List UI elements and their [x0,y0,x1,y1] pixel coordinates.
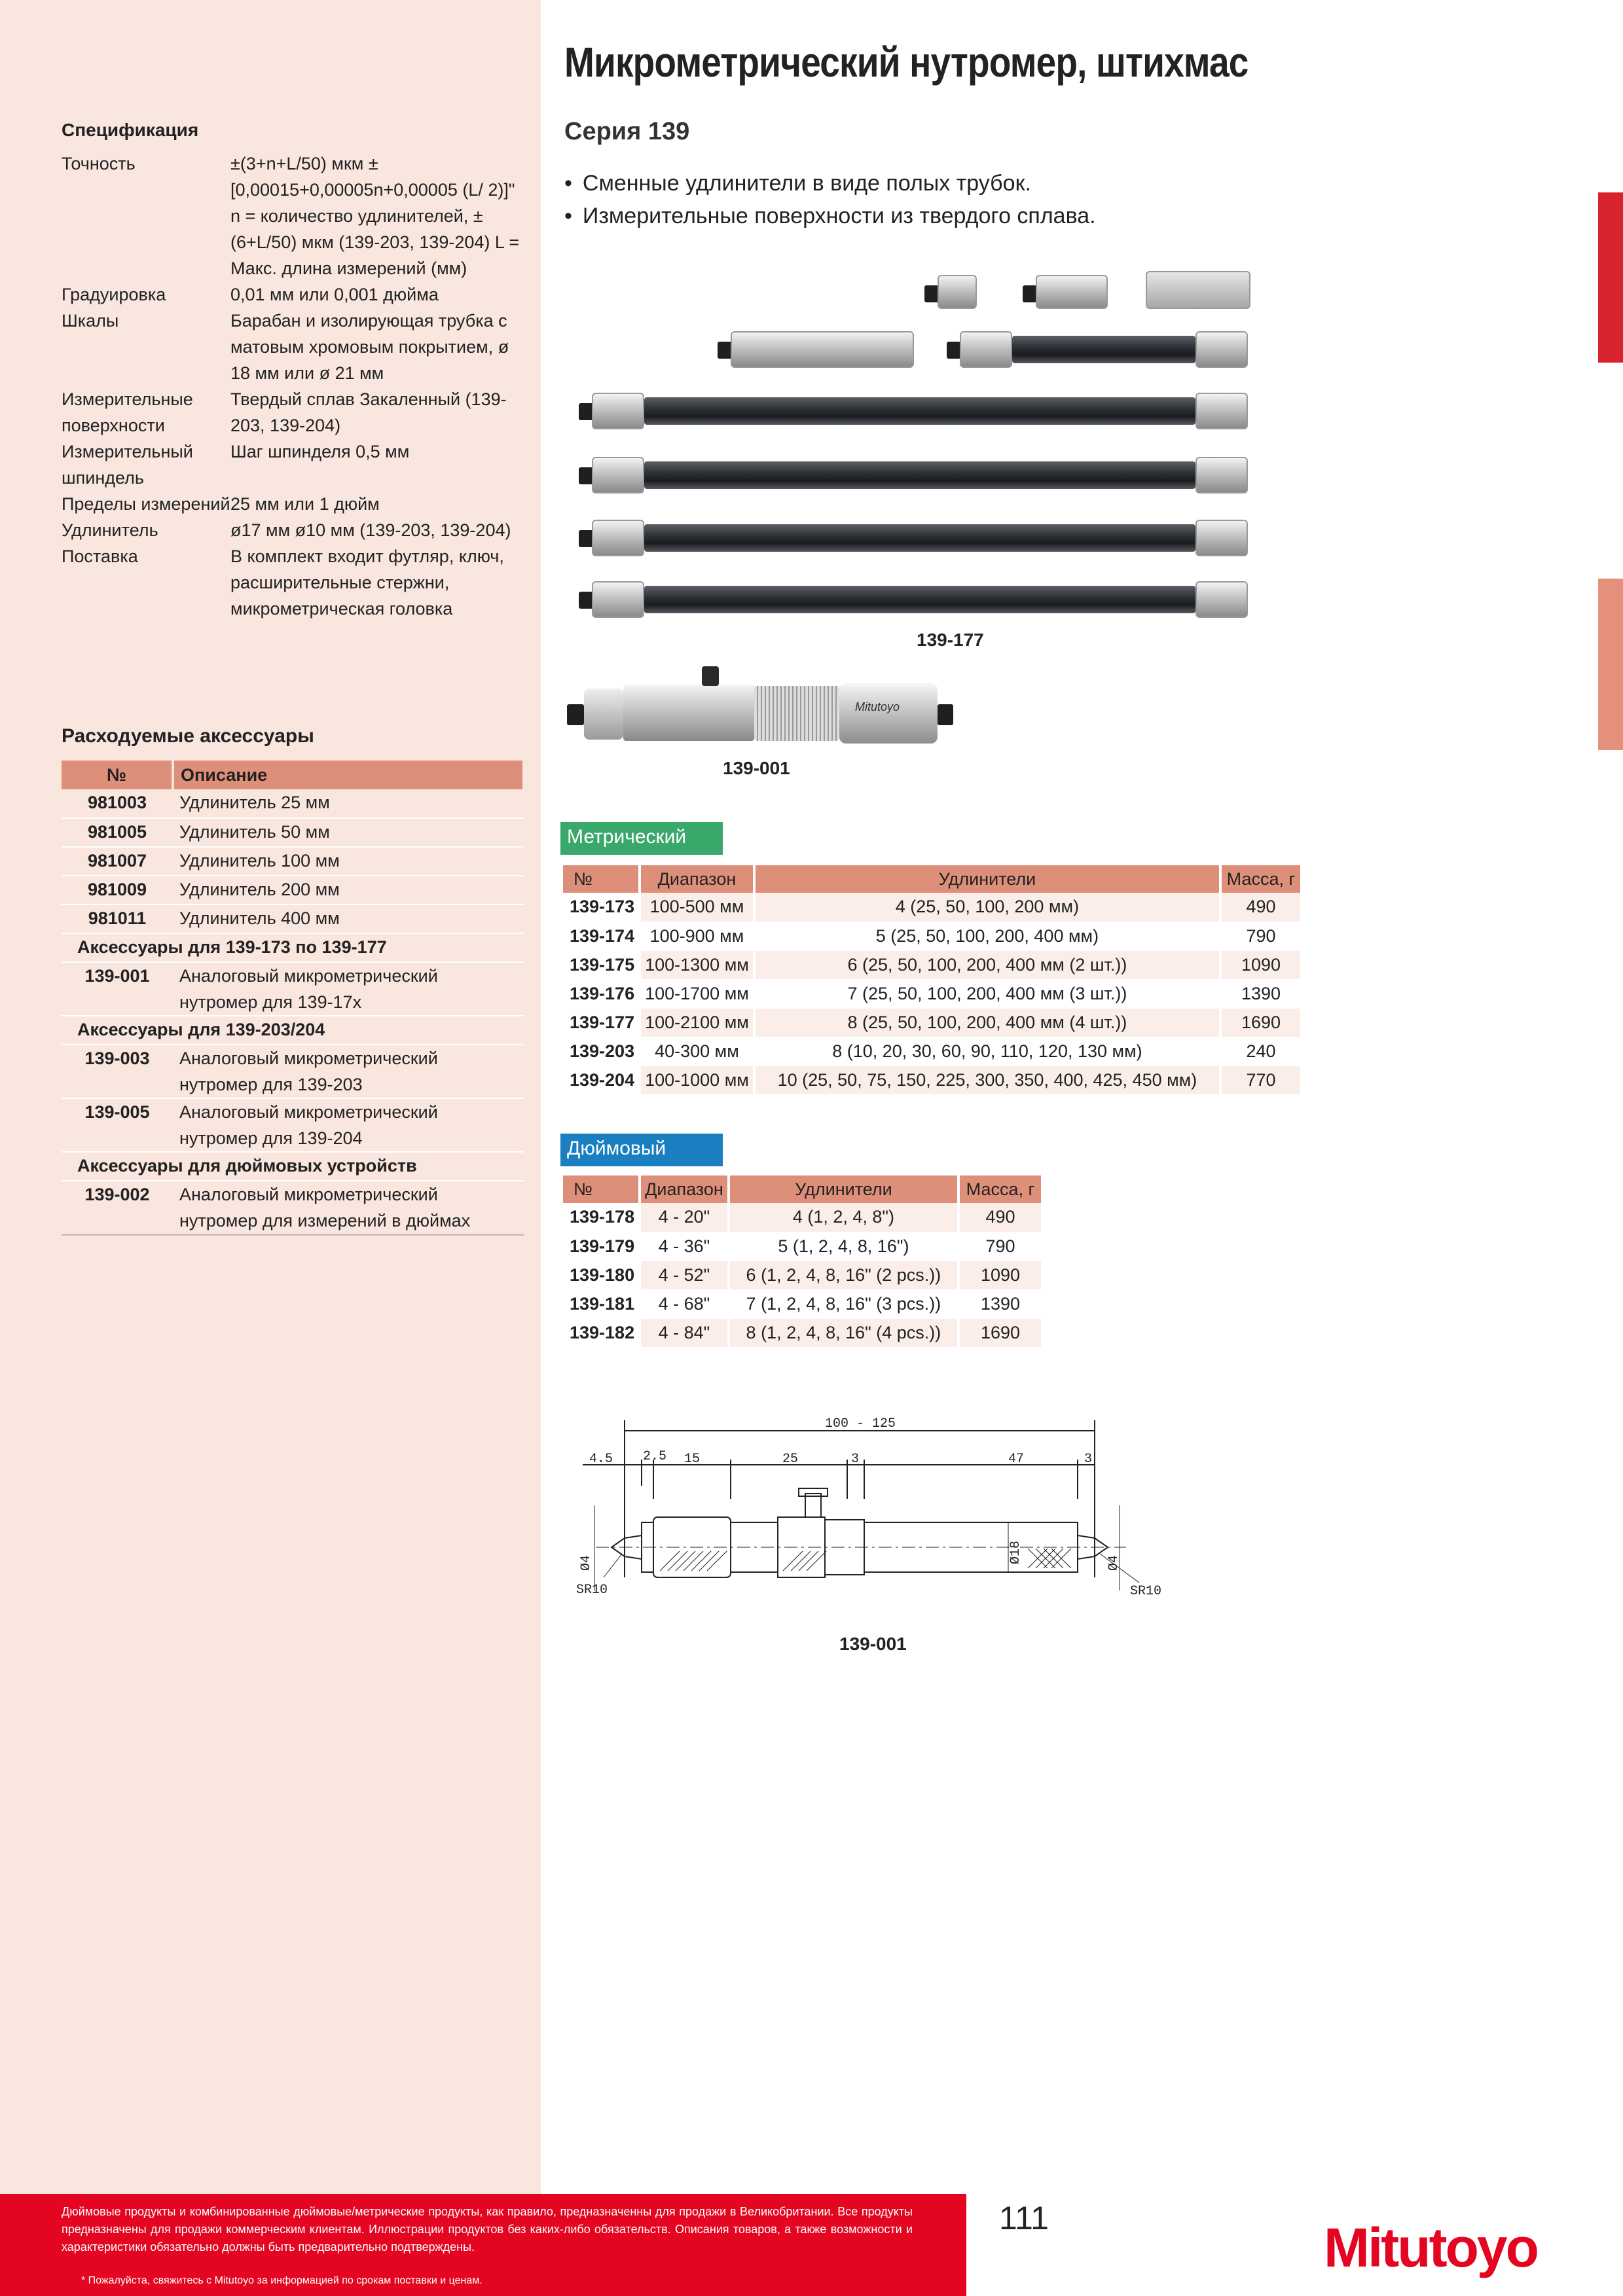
col-header: Диапазон [640,1175,729,1203]
extension-short [938,275,977,309]
cell-extensions: 10 (25, 50, 75, 150, 225, 300, 350, 400, 425, 450 мм) [754,1066,1220,1094]
table-group-row [62,1152,524,1181]
cell-mass: 1090 [958,1261,1042,1289]
cell-code: 139-173 [563,893,640,922]
feature-item: • Измерительные поверхности из твердого сплава. [564,200,1096,232]
cell-code: 139-003 [62,1045,173,1098]
cell-code: 139-005 [62,1098,173,1152]
cell-mass: 490 [958,1203,1042,1232]
rod-tip [947,342,961,359]
consumables-heading: Расходуемые аксессуары [62,725,314,747]
rod-collar [592,457,644,493]
cell-extensions: 8 (10, 20, 30, 60, 90, 110, 120, 130 мм) [754,1037,1220,1066]
dim-label: 2.5 [643,1449,667,1464]
cell-range: 4 - 52" [640,1261,729,1289]
cell-code: 981005 [62,818,173,847]
cell-code: 139-177 [563,1008,640,1037]
table-row [563,922,1302,950]
extension-400 [644,524,1195,552]
spec-key: Градуировка [62,285,166,304]
cell-range: 100-1300 мм [640,950,754,979]
rod-tip [579,403,593,420]
footer-disclaimer: Дюймовые продукты и комбинированные дюймовые/метрические продукты, как правило, предназначенны для продажи в Великобритании. Все продукты предназначены для продажи коммерческим клиентам. Иллюстрации продуктов без каких-либо обязательств. Описания товаров, а также возможности и характеристики обязательно должны быть предварительно подтверждены. [62,2205,913,2253]
cell-desc: Удлинитель 400 мм [173,905,524,933]
consumables-table [62,761,525,1236]
cell-mass: 1390 [1220,979,1302,1008]
cell-code: 139-175 [563,950,640,979]
cell-range: 4 - 84" [640,1318,729,1347]
spec-key: Пределы измерений [62,494,230,514]
table-row [62,962,524,1016]
micrometer-head-photo [567,661,953,746]
spec-key: Поставка [62,547,138,566]
rod-collar [1195,581,1248,618]
col-header: № [62,761,173,789]
cell-mass: 1690 [1220,1008,1302,1037]
rod-collar [1195,457,1248,493]
spec-key: Шкалы [62,311,119,331]
spec-row [62,491,520,517]
dim-label: Ø18 [1008,1540,1023,1564]
cell-code: 981003 [62,789,173,818]
spec-value: 0,01 мм или 0,001 дюйма [230,285,439,304]
col-header: № [563,865,640,893]
spec-value: ±(3+n+L/50) мкм ±[0,00015+0,00005n+0,00005 (L/ 2)]" n = количество удлинителей, ±(6+L/50) мкм (139-203, 139-204) L = Макс. длина измерений (мм) [230,154,520,278]
dim-total: 100 - 125 [825,1416,896,1431]
table-row [62,905,524,933]
spec-key: Измерительный шпиндель [62,442,193,488]
rod-collar [960,331,1012,368]
spec-value: В комплект входит футляр, ключ, расширительные стержни, микрометрическая головка [230,547,504,619]
dim-label: 25 [782,1452,799,1467]
cell-extensions: 8 (25, 50, 100, 200, 400 мм (4 шт.)) [754,1008,1220,1037]
cell-code: 139-001 [62,962,173,1016]
cell-code: 139-178 [563,1203,640,1232]
col-header: Удлинители [754,865,1220,893]
table-row [62,876,524,905]
brand-engraving: Mitutoyo [855,700,900,713]
cell-extensions: 5 (25, 50, 100, 200, 400 мм) [754,922,1220,950]
feature-list [564,167,1096,232]
dim-label: 47 [1008,1452,1025,1467]
cell-extensions: 4 (1, 2, 4, 8") [729,1203,958,1232]
spec-key: Удлинитель [62,520,158,540]
cell-extensions: 6 (1, 2, 4, 8, 16" (2 pcs.)) [729,1261,958,1289]
inch-table [563,1175,1044,1348]
feature-item: • Сменные удлинители в виде полых трубок. [564,167,1096,200]
table-row [62,1045,524,1098]
page-title: Микрометрический нутромер, штихмас [564,39,1249,86]
cell-mass: 770 [1220,1066,1302,1094]
rod-tip [1023,285,1037,302]
rod-collar [592,393,644,429]
cell-code: 139-176 [563,979,640,1008]
rod-collar [1195,393,1248,429]
cell-code: 139-182 [563,1318,640,1347]
series-title: Серия 139 [564,118,690,145]
extension-set-photo [570,262,1336,628]
mitutoyo-logo: Mitutoyo [1324,2217,1537,2278]
cell-range: 100-2100 мм [640,1008,754,1037]
cell-code: 139-174 [563,922,640,950]
col-header: Диапазон [640,865,754,893]
cell-desc: Аналоговый микрометрический нутромер для 139-203 [173,1045,524,1098]
cell-mass: 1690 [958,1318,1042,1347]
cell-range: 4 - 20" [640,1203,729,1232]
rod-collar [592,520,644,556]
spec-row [62,151,520,281]
table-row [62,789,524,818]
extension-400 [644,586,1195,613]
sidebar-tab-salmon [1598,579,1623,750]
table-group-row [62,1016,524,1045]
spec-row [62,439,520,491]
col-header: Масса, г [958,1175,1042,1203]
rod-collar [1195,331,1248,368]
drawing-caption: 139-001 [839,1634,907,1654]
spec-value: Барабан и изолирующая трубка с матовым хромовым покрытием, ø 18 мм или ø 21 мм [230,311,509,383]
col-header: Удлинители [729,1175,958,1203]
cell-mass: 790 [1220,922,1302,950]
spec-value: ø17 мм ø10 мм (139-203, 139-204) [230,520,511,540]
technical-drawing [576,1407,1192,1623]
spec-key: Измерительные поверхности [62,389,193,435]
rod-tip [579,592,593,609]
table-row [563,1008,1302,1037]
cell-extensions: 6 (25, 50, 100, 200, 400 мм (2 шт.)) [754,950,1220,979]
table-group-row [62,933,524,962]
dim-label: 15 [684,1452,701,1467]
cell-extensions: 5 (1, 2, 4, 8, 16") [729,1232,958,1261]
rod-tip [579,530,593,547]
rod-tip [718,342,732,359]
lock-knob [702,666,719,686]
cell-mass: 240 [1220,1037,1302,1066]
photo-caption-set: 139-177 [917,630,984,650]
table-row [563,1066,1302,1094]
table-row [563,979,1302,1008]
cell-code: 139-203 [563,1037,640,1066]
extension-400 [644,397,1195,425]
col-header: Описание [173,761,524,789]
cell-extensions: 7 (1, 2, 4, 8, 16" (3 pcs.)) [729,1289,958,1318]
group-label: Аксессуары для 139-173 по 139-177 [62,933,524,962]
cell-range: 4 - 68" [640,1289,729,1318]
cell-code: 981009 [62,876,173,905]
table-row [563,950,1302,979]
col-header: № [563,1175,640,1203]
table-row [62,818,524,847]
spec-row [62,308,520,386]
anvil [584,689,623,740]
table-row [62,1181,524,1235]
cell-desc: Удлинитель 25 мм [173,789,524,818]
rod-collar [592,581,644,618]
cell-range: 100-500 мм [640,893,754,922]
cell-mass: 490 [1220,893,1302,922]
rod-tip [579,467,593,484]
sidebar-tab-red [1598,192,1623,363]
rod-collar [1195,520,1248,556]
dim-label: Ø4 [579,1554,594,1571]
cell-code: 139-179 [563,1232,640,1261]
rod-tip [567,704,584,725]
dim-label: SR10 [1130,1584,1162,1599]
group-label: Аксессуары для дюймовых устройств [62,1152,524,1181]
extension-400 [644,461,1195,489]
photo-caption-head: 139-001 [723,758,790,778]
cell-desc: Аналоговый микрометрический нутромер для измерений в дюймах [173,1181,524,1235]
dim-label: 3 [1084,1452,1093,1467]
thimble [754,686,839,741]
inch-badge: Дюймовый [560,1134,723,1166]
cell-range: 100-1700 мм [640,979,754,1008]
table-row [563,893,1302,922]
table-row [563,1261,1042,1289]
table-row [563,1232,1042,1261]
cell-mass: 1090 [1220,950,1302,979]
rod-tip [938,704,953,725]
cell-extensions: 7 (25, 50, 100, 200, 400 мм (3 шт.)) [754,979,1220,1008]
cell-desc: Удлинитель 50 мм [173,818,524,847]
cell-code: 981011 [62,905,173,933]
sleeve [623,685,754,741]
cell-desc: Аналоговый микрометрический нутромер для 139-204 [173,1098,524,1152]
dim-label: 4.5 [589,1452,613,1467]
cell-code: 981007 [62,847,173,876]
cell-extensions: 8 (1, 2, 4, 8, 16" (4 pcs.)) [729,1318,958,1347]
cell-code: 139-204 [563,1066,640,1094]
table-row [62,847,524,876]
table-row [563,1318,1042,1347]
cell-mass: 790 [958,1232,1042,1261]
cell-desc: Удлинитель 200 мм [173,876,524,905]
metric-badge: Метрический [560,822,723,855]
spec-list [62,151,520,622]
dim-label: SR10 [576,1583,608,1598]
cell-extensions: 4 (25, 50, 100, 200 мм) [754,893,1220,922]
dim-label: 3 [851,1452,860,1467]
table-row [62,1098,524,1152]
extension-100 [731,331,914,368]
table-row [563,1203,1042,1232]
cell-range: 100-900 мм [640,922,754,950]
col-header: Масса, г [1220,865,1302,893]
metric-table [563,865,1303,1095]
footer-note: * Пожалуйста, свяжитесь с Mitutoyo за информацией по срокам поставки и ценам. [81,2275,483,2286]
spec-row [62,386,520,439]
table-row [563,1037,1302,1066]
spec-value: 25 мм или 1 дюйм [230,494,380,514]
spec-value: Шаг шпинделя 0,5 мм [230,442,410,461]
spec-row [62,517,520,543]
cell-desc: Аналоговый микрометрический нутромер для 139-17x [173,962,524,1016]
cell-range: 100-1000 мм [640,1066,754,1094]
cell-code: 139-181 [563,1289,640,1318]
spec-value: Твердый сплав Закаленный (139-203, 139-204) [230,389,507,435]
table-row [563,1289,1042,1318]
cell-range: 4 - 36" [640,1232,729,1261]
spec-heading: Спецификация [62,120,199,140]
spec-row [62,543,520,622]
dim-label: Ø4 [1106,1554,1122,1571]
spec-row [62,281,520,308]
extension-50 [1036,275,1108,309]
cell-desc: Удлинитель 100 мм [173,847,524,876]
spec-key: Точность [62,154,136,173]
group-label: Аксессуары для 139-203/204 [62,1016,524,1045]
cell-code: 139-002 [62,1181,173,1235]
rod-tip [924,285,939,302]
page-number: 111 [966,2194,1082,2296]
cell-range: 40-300 мм [640,1037,754,1066]
extension-200 [1012,336,1195,363]
cell-mass: 1390 [958,1289,1042,1318]
cell-code: 139-180 [563,1261,640,1289]
micrometer-head-small [1146,271,1250,309]
